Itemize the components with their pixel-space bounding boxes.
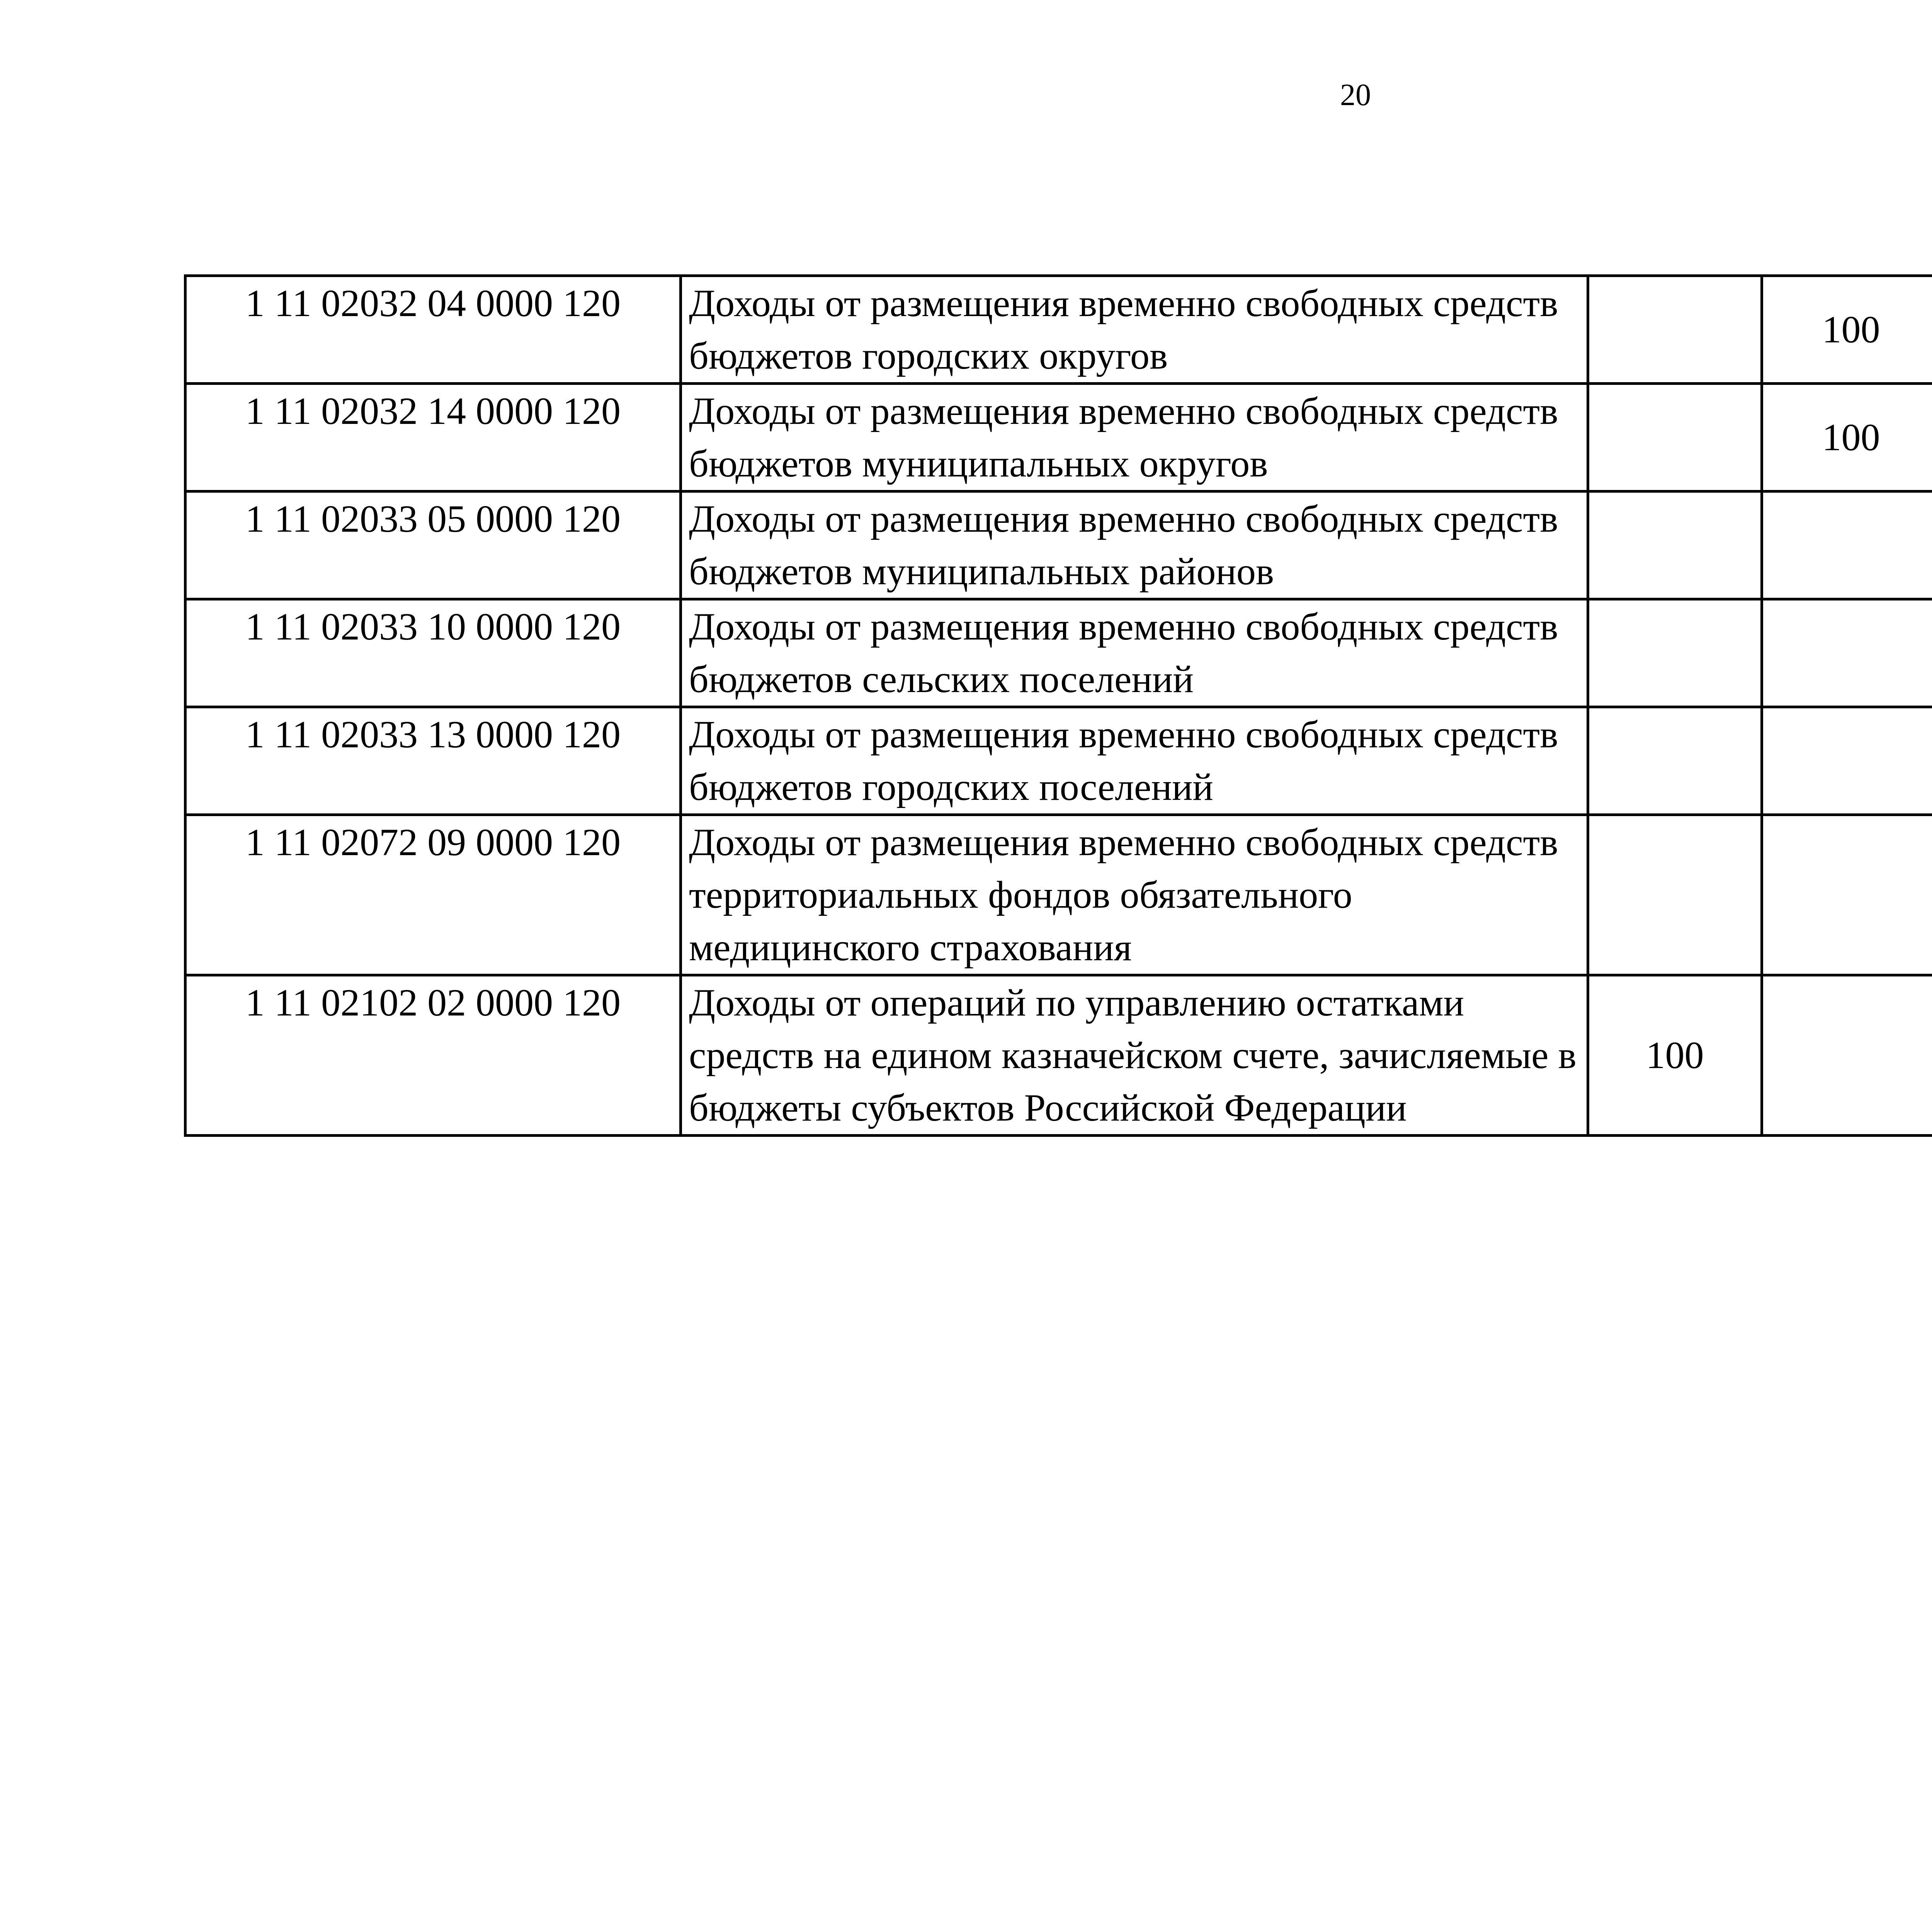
table-row xyxy=(185,276,1932,384)
percent-cell xyxy=(1588,707,1762,815)
percent-cell xyxy=(1762,492,1932,599)
table-row xyxy=(185,975,1932,1136)
percent-cell xyxy=(1588,492,1762,599)
percent-cell xyxy=(1588,815,1762,975)
revenue-distribution-table xyxy=(184,274,1932,1137)
budget-code-cell: 1 11 02072 09 0000 120 xyxy=(185,815,681,975)
table-row xyxy=(185,707,1932,815)
page-number: 20 xyxy=(1340,78,1371,112)
budget-code-cell: 1 11 02033 13 0000 120 xyxy=(185,707,681,815)
revenue-description-cell: Доходы от размещения временно свободных средств бюджетов муниципальных округов xyxy=(681,384,1588,492)
table-row xyxy=(185,492,1932,599)
budget-code-cell: 1 11 02032 14 0000 120 xyxy=(185,384,681,492)
revenue-description-cell: Доходы от размещения временно свободных средств бюджетов сельских поселений xyxy=(681,599,1588,707)
table-row xyxy=(185,815,1932,975)
percent-cell: 100 xyxy=(1762,276,1932,384)
revenue-description-cell: Доходы от операций по управлению остатками средств на едином казначейском счете, зачисляемые в бюджеты субъектов Российской Федерации xyxy=(681,975,1588,1136)
revenue-description-cell: Доходы от размещения временно свободных средств территориальных фондов обязательного медицинского страхования xyxy=(681,815,1588,975)
percent-cell xyxy=(1762,707,1932,815)
table-row xyxy=(185,384,1932,492)
percent-cell xyxy=(1762,975,1932,1136)
budget-code-cell: 1 11 02033 05 0000 120 xyxy=(185,492,681,599)
percent-cell: 100 xyxy=(1588,975,1762,1136)
percent-cell: 100 xyxy=(1762,384,1932,492)
table-row xyxy=(185,599,1932,707)
revenue-description-cell: Доходы от размещения временно свободных средств бюджетов городских округов xyxy=(681,276,1588,384)
percent-cell xyxy=(1588,384,1762,492)
budget-code-cell: 1 11 02102 02 0000 120 xyxy=(185,975,681,1136)
percent-cell xyxy=(1762,815,1932,975)
percent-cell xyxy=(1588,276,1762,384)
percent-cell xyxy=(1588,599,1762,707)
revenue-description-cell: Доходы от размещения временно свободных средств бюджетов городских поселений xyxy=(681,707,1588,815)
budget-code-cell: 1 11 02033 10 0000 120 xyxy=(185,599,681,707)
percent-cell xyxy=(1762,599,1932,707)
budget-code-cell: 1 11 02032 04 0000 120 xyxy=(185,276,681,384)
revenue-description-cell: Доходы от размещения временно свободных средств бюджетов муниципальных районов xyxy=(681,492,1588,599)
